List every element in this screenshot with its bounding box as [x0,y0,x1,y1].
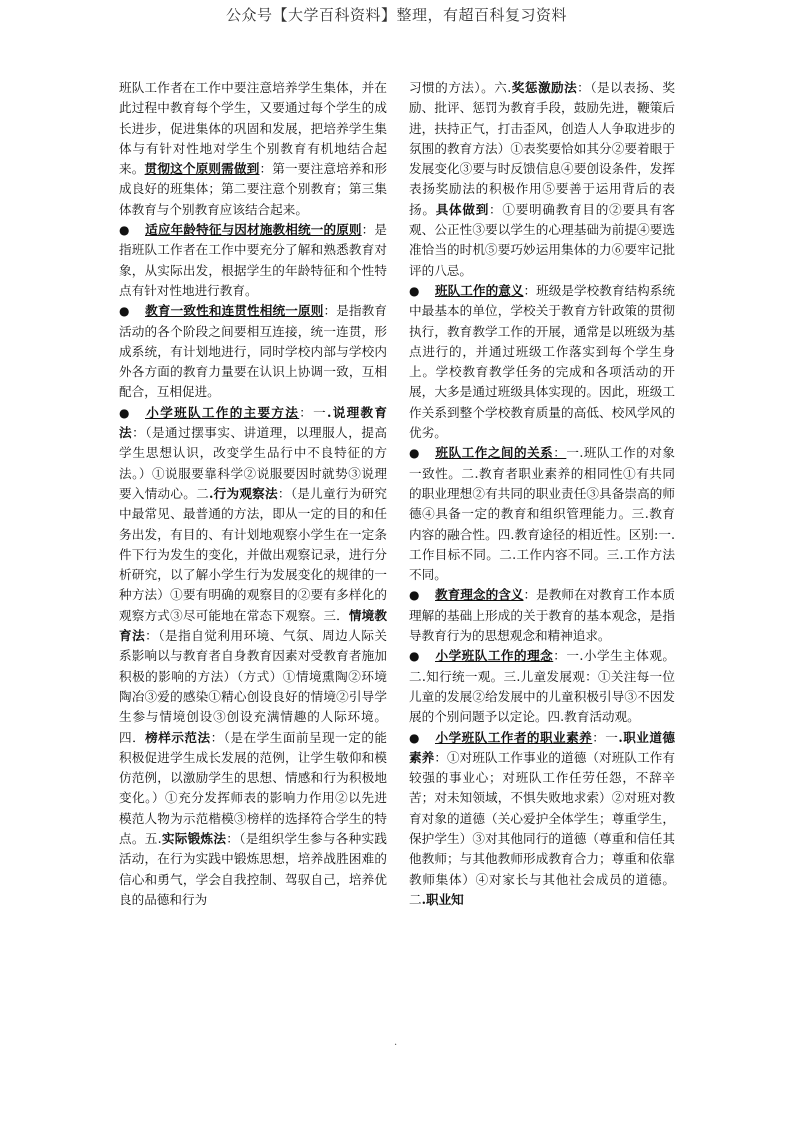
body-text: 习惯的方法）。六. [409,80,512,95]
body-text: ：（是以表扬、奖励、批评、惩罚为教育手段，鼓励先进，鞭策后进，扶持正气，打击歪风，创造人人争取进步的氛围的教育方法）①表奖要恰如其分②要着眼于发展变化③要与时反馈信息④要创设条件，发挥表扬奖励法的积极作用⑤要善于运用背后的表扬。 [409,80,675,217]
right-column [409,78,675,910]
section-title: 小学班队工作者的职业素养 [435,729,593,745]
method-title: 情境教育法 [119,607,388,644]
body-text: ：①要明确教育目的②要具有客观、公正性③要以学生的心理基础为前提④要选准恰当的时机⑤要巧妙运用集体的力⑥要牢记批评的八忌。 [409,201,676,278]
body-text: ：（是通过摆事实、讲道理，以理服人，提高学生思想认识，改变学生品行中不良特征的方法。）①说服要靠科学②说服要因时就势③说理要入情动心。二 [119,425,388,501]
method-title: 实际锻炼法 [161,830,227,846]
section-title: 小学班队工作的主要方法 [145,404,300,420]
section-age-principle [119,220,387,301]
section-education-concept [409,585,675,646]
body-text: 一.班队工作的对象一致性。二.教育者职业素养的相同性①有共同的职业理想②有共同的职业责任③具备崇高的师德④具备一定的教育和组织管理能力。三.教育内容的融合性。四.教育途径的相近性。区别:一.工作目标不同。二.工作内容不同。三.工作方法不同。 [409,445,676,583]
paragraph-collective-principle [119,78,387,220]
bullet-icon: ● [409,649,420,664]
body-text: ：是指班队工作者在工作中要充分了解和熟悉教育对象，从实际出发，根据学生的年龄特征和个性特点有针对性地进行教育。 [119,222,388,298]
body-text: ：（是在学生面前呈现一定的能积极促进学生成长发展的范例，让学生敬仰和模仿范例，以激励学生的思想、情感和行为积极地变化。）①充分发挥师表的影响力作用②以先进模范人物为示范楷模③榜样的选择符合学生的特点。五. [119,729,388,846]
body-text: ：是指教育活动的各个阶段之间要相互连接，统一连贯，形成系统，有计划地进行，同时学校内部与学校内外各方面的教育力量要在认识上协调一致，互相配合，互相促进。 [119,303,388,400]
body-text: ：班级是学校教育结构系统中最基本的单位，学校关于教育方针政策的贯彻执行，教育教学工作的开展，通常是以班级为基点进行的，并通过班级工作落实到每个学生身上。学校教育教学任务的完成和各项活动的开展，大多是通过班级具体实现的。因此，班级工作关系到整个学校教育质量的高低、校风学风的优劣。 [409,282,676,441]
section-title: 班队工作的意义 [435,282,524,298]
method-title: 奖惩激励法 [511,80,578,95]
method-title: .职业知 [421,891,464,907]
bold-heading: 贯彻这个原则需做到 [144,161,260,177]
bullet-icon: ● [409,588,420,603]
method-title: .行为观察法 [208,485,278,501]
left-column [119,78,387,910]
body-text: ：一 [592,729,619,745]
body-text: ： [553,445,567,461]
section-title: 教育一致性和连贯性相统一原则 [145,303,324,319]
section-title: 班队工作之间的关系 [435,445,554,461]
body-text: ：（是儿童行为研究中最常见、最普通的方法，即从一定的目的和任务出发，有目的、有计划地观察小学生在一定条件下行为发生的变化，并做出观察记录，进行分析研究，以了解小学生行为发展变化的规律的一种方法）①要有明确的观察目的②要有多样化的观察方式③尽可能地在常态下观察。三． [119,485,388,623]
page-footer: . [394,1037,398,1048]
section-relationship [409,443,675,585]
section-work-concept [409,646,675,727]
method-title: 榜样示范法 [145,729,211,745]
bullet-icon: ● [409,283,420,298]
body-text: ：第一要注意培养和形成良好的班集体；第二要注意个别教育；第三集体教育与个别教育应该结合起来。 [119,161,388,217]
body-text: ：（是组织学生参与各种实践活动，在行为实践中锻炼思想，培养战胜困难的信心和勇气，学会自我控制、驾驭自己，培养优良的品德和行为 [119,830,388,907]
bullet-icon: ● [409,446,420,461]
section-consistency-principle [119,301,387,402]
body-text: ：是教师在对教育工作本质理解的基础上形成的关于教育的基本观念，是指导教育行为的思想观念和精神追求。 [409,587,676,644]
method-title: .职业道德素养 [409,729,676,765]
body-text: ：一 [299,404,328,420]
section-main-methods [119,403,387,910]
section-significance [409,281,675,443]
section-professional-quality [409,728,675,911]
section-title: 适应年龄特征与因材施教相统一的原则 [145,222,362,238]
bullet-icon: ● [119,405,130,420]
method-title: .说理教育法 [119,404,388,441]
body-text: 班队工作者在工作中要注意培养学生集体，并在此过程中教育每个学生，又要通过每个学生的成长进步，促进集体的巩固和发展，把培养学生集体与有针对性地对学生个别教育有机地结合起来。 [119,80,387,177]
body-text: ：①对班队工作事业的道德（对班队工作有较强的事业心；对班队工作任劳任怨，不辞辛苦；对未知领域，不惧失败地求索）②对班对教育对象的道德（关心爱护全体学生；尊重学生，保护学生）③对其他同行的道德（尊重和信任其他教师；与其他教师形成教育合力；尊重和依靠教师集体）④对家长与其他社会成员的道德。二 [409,749,676,907]
bullet-icon: ● [119,223,130,238]
body-text: ：一.小学生主体观。二.知行统一观。三.儿童发展观：①关注每一位儿童的发展②给发展中的儿童积极引导③不因发展的个别问题予以定论。四.教育活动观。 [409,648,676,725]
section-title: 小学班队工作的理念 [435,648,554,664]
bullet-icon: ● [119,304,130,319]
body-text: ：（是指自觉利用环境、气氛、周边人际关系影响以与教育者自身教育因素对受教育者施加积极的影响的方法）（方式）①情境熏陶②环境陶冶③爱的感染①精心创设良好的情境②引导学生参与情境创设③创设充满情趣的人际环境。四． [119,628,387,745]
bullet-icon: ● [409,730,420,745]
page-header: 公众号【大学百科资料】整理，有超百科复习资料 [225,6,567,24]
paragraph-reward-method [409,78,675,281]
section-title: 教育理念的含义 [435,587,524,603]
bold-heading: 具体做到 [435,201,490,217]
